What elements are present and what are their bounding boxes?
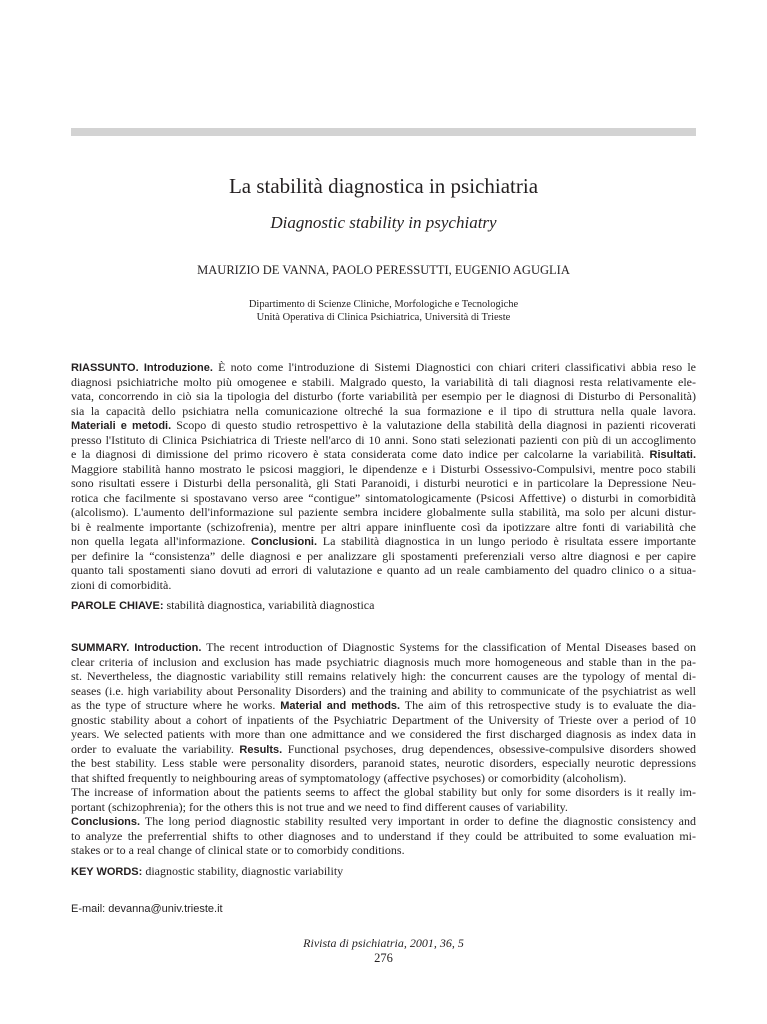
abstract-line: diagnosi psichiatriche molto più omogenee e stabili. Malgrado questo, la variabilità di tali diagnosi resta relativamente ele- [71, 374, 696, 389]
abstract-line: bi è realmente importante (schizofrenia), mentre per altri appare ininfluente così da ipotizzare altre fonti di variabilità che [71, 519, 696, 534]
abstract-line: sono risultati essere i Disturbi della personalità, gli Stati Paranoidi, i disturbi neurotici e in particolare la Depressione Neu- [71, 476, 696, 490]
section-heading: Materiali e metodi. [71, 420, 172, 432]
parole-chiave [71, 598, 696, 613]
keywords-label: PAROLE CHIAVE: [71, 600, 164, 612]
article-title: La stabilità diagnostica in psichiatria [228, 174, 539, 198]
summary-abstract [71, 640, 696, 858]
section-heading: Conclusioni. [251, 536, 318, 548]
abstract-line: SUMMARY. Introduction. The recent introduction of Diagnostic Systems for the classification of Mental Diseases based on [71, 640, 696, 654]
abstract-line: seases (i.e. high variability about Personality Disorders) and the training and ability to communicate of the psychiatrist as well [71, 683, 696, 698]
abstract-line: The increase of information about the patients seems to affect the global stability but only for some disorders is it really im- [71, 785, 696, 799]
abstract-line: st. Nevertheless, the diagnostic variability still remains relatively high: the concurrent causes are the typology of mental di- [71, 669, 696, 683]
article-subtitle: Diagnostic stability in psychiatry [270, 213, 497, 232]
journal-citation: Rivista di psichiatria, 2001, 36, 5 [303, 936, 464, 950]
section-heading: Material and methods. [280, 700, 401, 712]
abstract-line: presso l'Istituto di Clinica Psichiatrica di Trieste nell'arco di 10 anni. Sono stati selezionati pazienti con più di un accoglimento [71, 432, 696, 447]
abstract-line: (alcolismo). L'aumento dell'informazione sul paziente sembra incidere globalmente sulla stabilità, ma solo per alcuni distur- [71, 505, 696, 519]
abstract-line: order to evaluate the variability. Results. Functional psychoses, drug dependences, obsessive-compulsive disorders showed [71, 741, 697, 756]
abstract-line: vata, concorrendo in ciò sia la tipologia del disturbo (forte variabilità per esempio per le diagnosi di Disturbo di Personalità) [71, 389, 696, 403]
abstract-line: RIASSUNTO. Introduzione. È noto come l'introduzione di Sistemi Diagnostici con chiari criteri classificativi abbia reso le [71, 360, 696, 374]
section-heading: SUMMARY. [71, 642, 130, 654]
abstract-line: gnostic stability about a cohort of inpatients of the Psychiatric Department of the University of Trieste over a period of 10 [71, 712, 696, 727]
abstract-line: per definire la “consistenza” delle diagnosi e per analizzare gli spostamenti preferenziali verso altre diagnosi e per capire [71, 548, 696, 563]
abstract-line: Materiali e metodi. Scopo di questo studio retrospettivo è la valutazione della stabilità della diagnosi in pazienti ricoverati [71, 418, 697, 432]
affiliation-line: Dipartimento di Scienze Cliniche, Morfologiche e Tecnologiche [248, 299, 519, 310]
abstract-line: to analyze the preferrential shifts to other diagnoses and to understand if they could be attribuited to some evaluation mi- [71, 828, 696, 843]
key-words [71, 864, 696, 879]
abstract-line: stakes or to a real change of clinical state or to comorbidy conditions. [71, 843, 405, 857]
abstract-line: Maggiore stabilità hanno mostrato le psicosi maggiori, le dipendenze e i Disturbi Ossessivo-Compulsivi, mentre poco stabili [71, 461, 696, 476]
abstract-line: the best stability. Less stable were personality disorders, paranoid states, neurotic disorders, especially neurotic depressions [71, 756, 696, 770]
affiliation-line: Unità Operativa di Clinica Psichiatrica, Università di Trieste [256, 312, 511, 323]
section-heading: Introduction. [134, 642, 202, 654]
header-rule [71, 128, 696, 136]
section-heading: Introduzione. [143, 362, 213, 374]
abstract-line: portant (schizophrenia); for the others this is not true and we need to find different causes of variability. [71, 799, 568, 814]
abstract-line: e la diagnosi di dimissione del primo ricovero è stata considerata come dato indice per calcolarne la variabilità. Risultati. [71, 447, 696, 461]
abstract-line: as the type of structure where he works. Material and methods. The aim of this retrospective study is to evaluate the dia- [71, 698, 696, 712]
abstract-line: sia la capacità dello psichiatra nella comunicazione oltreché la sua formazione e il tipo di struttura nella quale lavora. [71, 403, 696, 418]
abstract-line: quanto tali spostamenti siano dovuti ad errori di valutazione e quanto ad un reale cambiamento del quadro clinico o a situa- [71, 563, 696, 577]
section-heading: Risultati. [649, 449, 696, 461]
abstract-line: clear criteria of inclusion and exclusion has made psychiatric diagnosis much more homogeneous and stable than in the pa- [71, 654, 696, 669]
contact-email: E-mail: devanna@univ.trieste.it [71, 903, 223, 915]
keywords-text: diagnostic stability, diagnostic variability [145, 864, 344, 878]
section-heading: RIASSUNTO. [71, 362, 139, 374]
abstract-line: non quella legata all'informazione. Conclusioni. La stabilità diagnostica in un lungo periodo è risultata essere importante [71, 534, 696, 548]
section-heading: Results. [239, 743, 283, 756]
section-heading: Conclusions. [71, 816, 141, 828]
riassunto-abstract [71, 360, 696, 592]
abstract-line: Conclusions. The long period diagnostic stability resulted very important in order to define the diagnostic consistency and [71, 814, 696, 828]
abstract-line: years. We selected patients with more than one admittance and we considered the first discharged diagnosis as index data in [71, 727, 696, 741]
page-number: 276 [374, 951, 393, 965]
keywords-text: stabilità diagnostica, variabilità diagnostica [166, 598, 375, 612]
abstract-line: that shifted frequently to neighbouring areas of symptomatology (affective psychoses) or comorbidity (alcoholism). [71, 770, 627, 785]
abstract-line: zioni di comorbidità. [71, 577, 172, 592]
abstract-line: rotica che facilmente si spostavano verso aree “contigue” sintomatologicamente (Psicosi Affettive) o disturbi in comorbidità [71, 490, 696, 505]
authors: MAURIZIO DE VANNA, PAOLO PERESSUTTI, EUGENIO AGUGLIA [197, 263, 570, 277]
keywords-label: KEY WORDS: [71, 866, 143, 878]
